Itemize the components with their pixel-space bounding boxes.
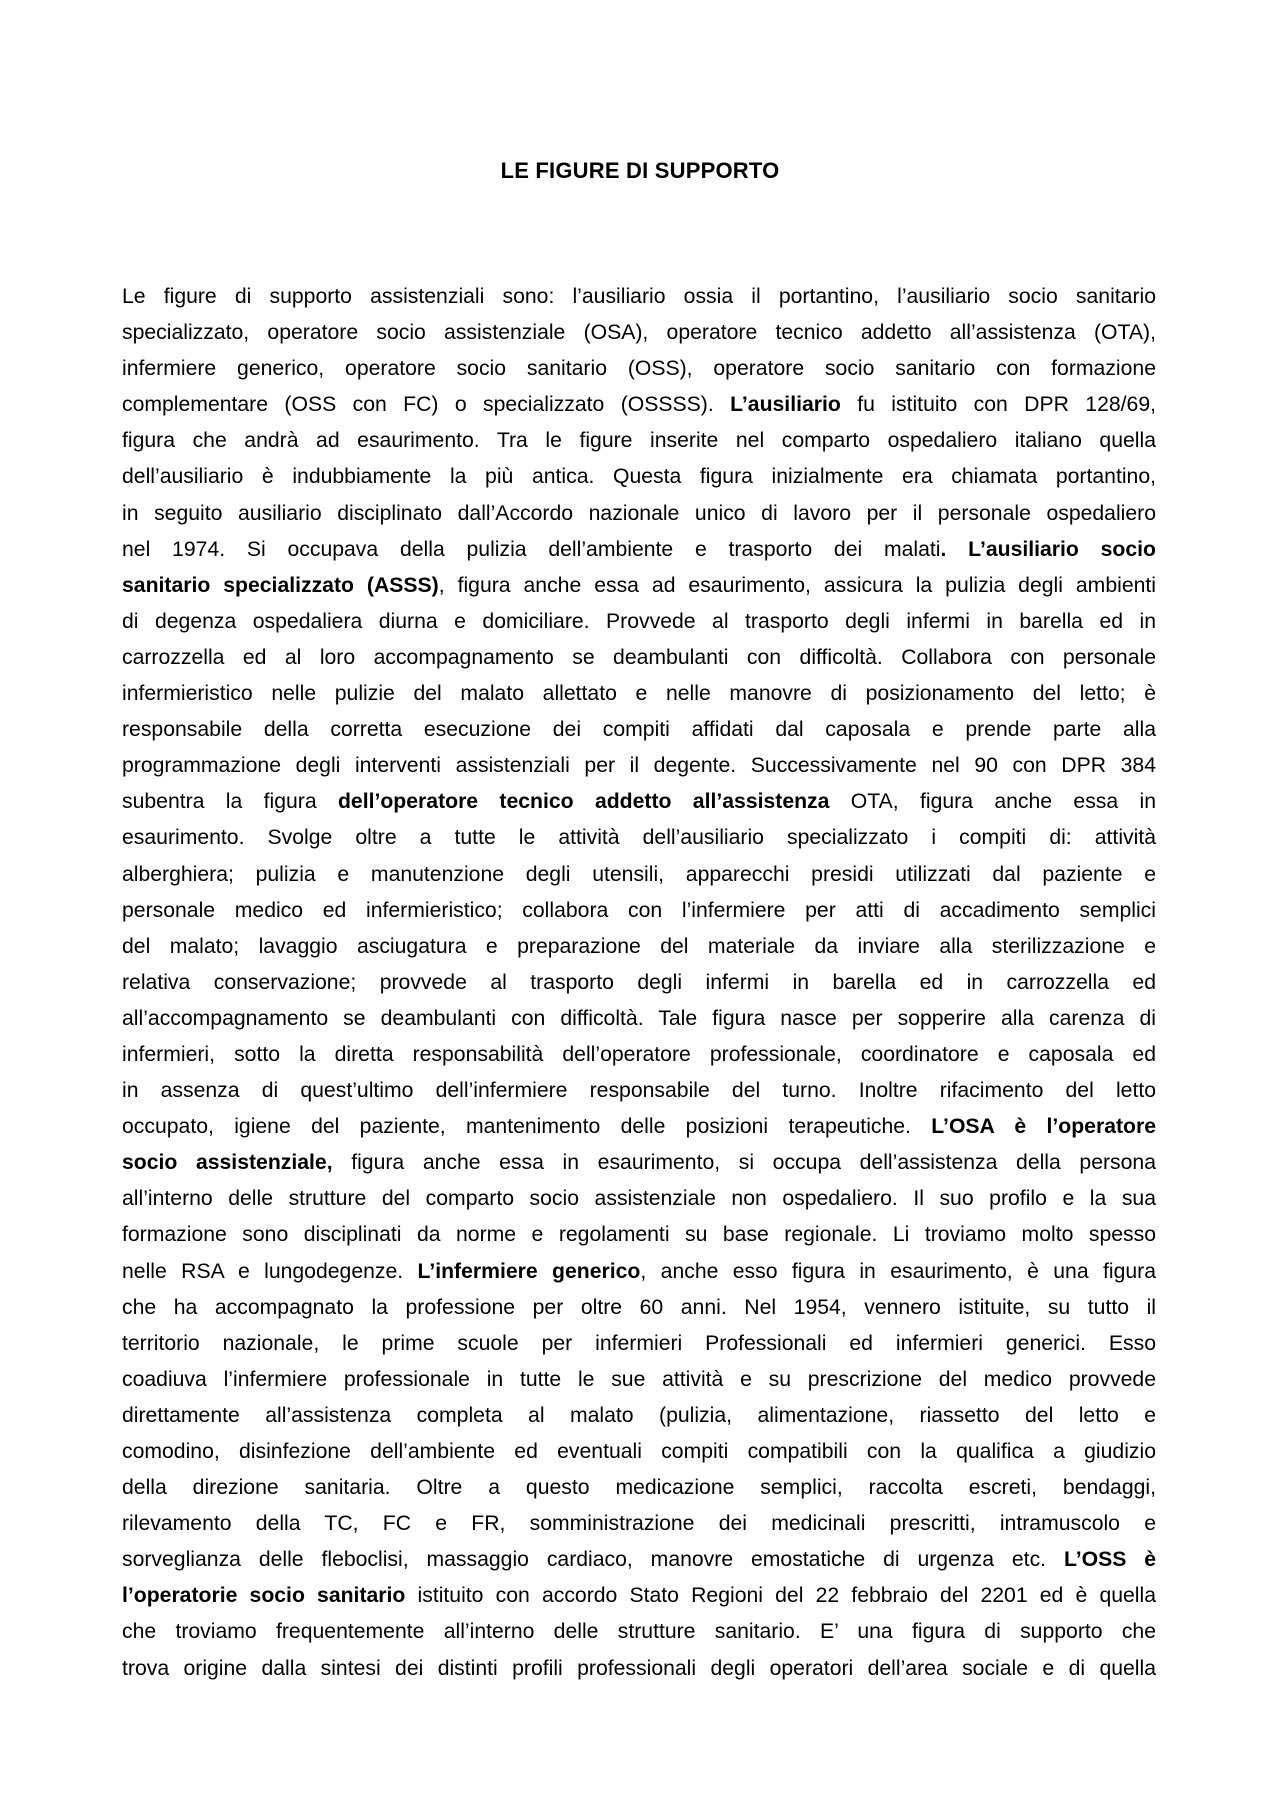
bold-text-segment: socio assistenziale, (122, 1151, 333, 1175)
text-segment: comodino, disinfezione dell’ambiente ed eventuali compiti compatibili con la qualifica a giudizio (122, 1440, 1156, 1463)
text-line (122, 1181, 1156, 1217)
text-segment: in assenza di quest’ultimo dell’infermiere responsabile del turno. Inoltre rifacimento del letto (122, 1079, 1156, 1103)
text-line (122, 1434, 1156, 1470)
text-line (122, 1506, 1156, 1542)
bold-text-segment: L’OSA è l’operatore (931, 1115, 1156, 1139)
text-segment: figura che andrà ad esaurimento. Tra le figure inserite nel comparto ospedaliero italiano quella (122, 429, 1156, 453)
text-line (122, 604, 1156, 640)
text-segment: figura anche essa in esaurimento, si occupa dell’assistenza della persona (332, 1151, 1156, 1175)
text-segment: OTA, figura anche essa in (829, 790, 1156, 814)
text-line (122, 1109, 1156, 1145)
text-line (122, 676, 1156, 712)
text-segment: trova origine dalla sintesi dei distinti profili professionali degli operatori dell’area sociale e di quella (122, 1656, 1156, 1680)
bold-text-segment: L’OSS è (1063, 1548, 1156, 1572)
text-segment: istituito con accordo Stato Regioni del 22 febbraio del 2201 ed è quella (405, 1584, 1156, 1608)
bold-text-segment: L’infermiere generico (417, 1259, 641, 1283)
bold-text-segment: l’operatorie socio sanitario (122, 1584, 406, 1608)
text-segment: nel 1974. Si occupava della pulizia dell’ambiente e trasporto dei malati (122, 537, 941, 561)
text-segment: in seguito ausiliario disciplinato dall’Accordo nazionale unico di lavoro per il personale ospedaliero (122, 501, 1156, 525)
text-segment: all’accompagnamento se deambulanti con difficoltà. Tale figura nasce per sopperire alla carenza di (122, 1006, 1156, 1030)
text-segment: esaurimento. Svolge oltre a tutte le attività dell’ausiliario specializzato i compiti di: attività (122, 826, 1156, 850)
text-segment: territorio nazionale, le prime scuole per infermieri Professionali ed infermieri generici. Esso (122, 1331, 1156, 1355)
text-segment: alberghiera; pulizia e manutenzione degli utensili, apparecchi presidi utilizzati dal paziente e (122, 862, 1156, 886)
text-line (122, 423, 1156, 459)
text-line (122, 1362, 1156, 1398)
text-line (122, 1614, 1156, 1650)
text-segment: nelle RSA e lungodegenze. (122, 1259, 418, 1283)
text-line (122, 748, 1156, 784)
text-segment: rilevamento della TC, FC e FR, somministrazione dei medicinali prescritti, intramuscolo e (122, 1512, 1156, 1536)
text-segment: personale medico ed infermieristico; collabora con l’infermiere per atti di accadimento semplici (122, 898, 1156, 922)
text-segment: che ha accompagnato la professione per oltre 60 anni. Nel 1954, vennero istituite, su tutto il (122, 1295, 1156, 1319)
text-line (122, 1001, 1156, 1037)
text-line (122, 929, 1156, 965)
text-line (122, 1398, 1156, 1434)
text-segment: direttamente all’assistenza completa al malato (pulizia, alimentazione, riassetto del letto e (122, 1403, 1156, 1427)
text-segment: subentra la figura (122, 790, 338, 814)
text-segment: che troviamo frequentemente all’interno delle strutture sanitario. E’ una figura di supporto che (122, 1620, 1156, 1644)
text-segment: complementare (OSS con FC) o specializzato (OSSSS). (122, 393, 731, 417)
text-segment: dell’ausiliario è indubbiamente la più antica. Questa figura inizialmente era chiamata portantino, (122, 465, 1156, 489)
text-segment: formazione sono disciplinati da norme e regolamenti su base regionale. Li troviamo molto spesso (122, 1223, 1156, 1247)
text-line (122, 532, 1156, 568)
text-line (122, 640, 1156, 676)
text-segment: di degenza ospedaliera diurna e domiciliare. Provvede al trasporto degli infermi in barella ed in (122, 609, 1156, 633)
text-line (122, 1217, 1156, 1253)
text-line (122, 1651, 1156, 1687)
bold-text-segment: sanitario specializzato (ASSS) (122, 573, 439, 597)
text-line (122, 315, 1156, 351)
bold-text-segment: . L’ausiliario socio (940, 537, 1156, 561)
text-segment: infermiere generico, operatore socio sanitario (OSS), operatore socio sanitario con formazione (122, 357, 1156, 381)
text-line (122, 568, 1156, 604)
text-line (122, 1578, 1156, 1614)
text-segment: del malato; lavaggio asciugatura e preparazione del materiale da inviare alla sterilizzazione e (122, 934, 1156, 958)
page-title: LE FIGURE DI SUPPORTO (500, 158, 780, 183)
text-line (122, 1037, 1156, 1073)
text-line (122, 1542, 1156, 1578)
text-line (122, 351, 1156, 387)
text-segment: responsabile della corretta esecuzione dei compiti affidati dal caposala e prende parte alla (122, 718, 1156, 742)
text-line (122, 1254, 1156, 1290)
bold-text-segment: L’ausiliario (730, 393, 841, 417)
text-line (122, 496, 1156, 532)
text-line (122, 965, 1156, 1001)
text-line (122, 1290, 1156, 1326)
text-line (122, 820, 1156, 856)
text-line (122, 387, 1156, 423)
text-line (122, 459, 1156, 495)
text-segment: infermieristico nelle pulizie del malato allettato e nelle manovre di posizionamento del letto; è (122, 682, 1156, 706)
text-segment: della direzione sanitaria. Oltre a questo medicazione semplici, raccolta escreti, bendaggi, (122, 1476, 1156, 1500)
text-line (122, 857, 1156, 893)
text-segment: relativa conservazione; provvede al trasporto degli infermi in barella ed in carrozzella ed (122, 970, 1156, 994)
text-segment: Le figure di supporto assistenziali sono: l’ausiliario ossia il portantino, l’ausiliario socio sanitario (122, 285, 1156, 308)
text-segment: all’interno delle strutture del comparto socio assistenziale non ospedaliero. Il suo profilo e la sua (122, 1187, 1156, 1211)
text-segment: infermieri, sotto la diretta responsabilità dell’operatore professionale, coordinatore e caposala ed (122, 1042, 1156, 1066)
text-line (122, 712, 1156, 748)
text-segment: , figura anche essa ad esaurimento, assicura la pulizia degli ambienti (438, 573, 1156, 597)
text-line (122, 893, 1156, 929)
text-line (122, 1470, 1156, 1506)
text-line (122, 784, 1156, 820)
text-segment: fu istituito con DPR 128/69, (840, 393, 1156, 417)
text-segment: specializzato, operatore socio assistenziale (OSA), operatore tecnico addetto all’assistenza (OTA), (122, 321, 1156, 345)
text-segment: carrozzella ed al loro accompagnamento se deambulanti con difficoltà. Collabora con personale (122, 645, 1156, 669)
body-paragraph (122, 279, 1156, 1687)
text-line (122, 1073, 1156, 1109)
text-segment: occupato, igiene del paziente, mantenimento delle posizioni terapeutiche. (122, 1115, 932, 1139)
text-line (122, 1326, 1156, 1362)
text-segment: sorveglianza delle fleboclisi, massaggio cardiaco, manovre emostatiche di urgenza etc. (122, 1548, 1064, 1572)
text-segment: programmazione degli interventi assistenziali per il degente. Successivamente nel 90 con DPR 384 (122, 754, 1156, 778)
text-segment: , anche esso figura in esaurimento, è una figura (640, 1259, 1156, 1283)
text-segment: coadiuva l’infermiere professionale in tutte le sue attività e su prescrizione del medico provvede (122, 1367, 1156, 1391)
bold-text-segment: dell’operatore tecnico addetto all’assistenza (337, 790, 830, 814)
text-line (122, 279, 1156, 315)
text-line (122, 1145, 1156, 1181)
